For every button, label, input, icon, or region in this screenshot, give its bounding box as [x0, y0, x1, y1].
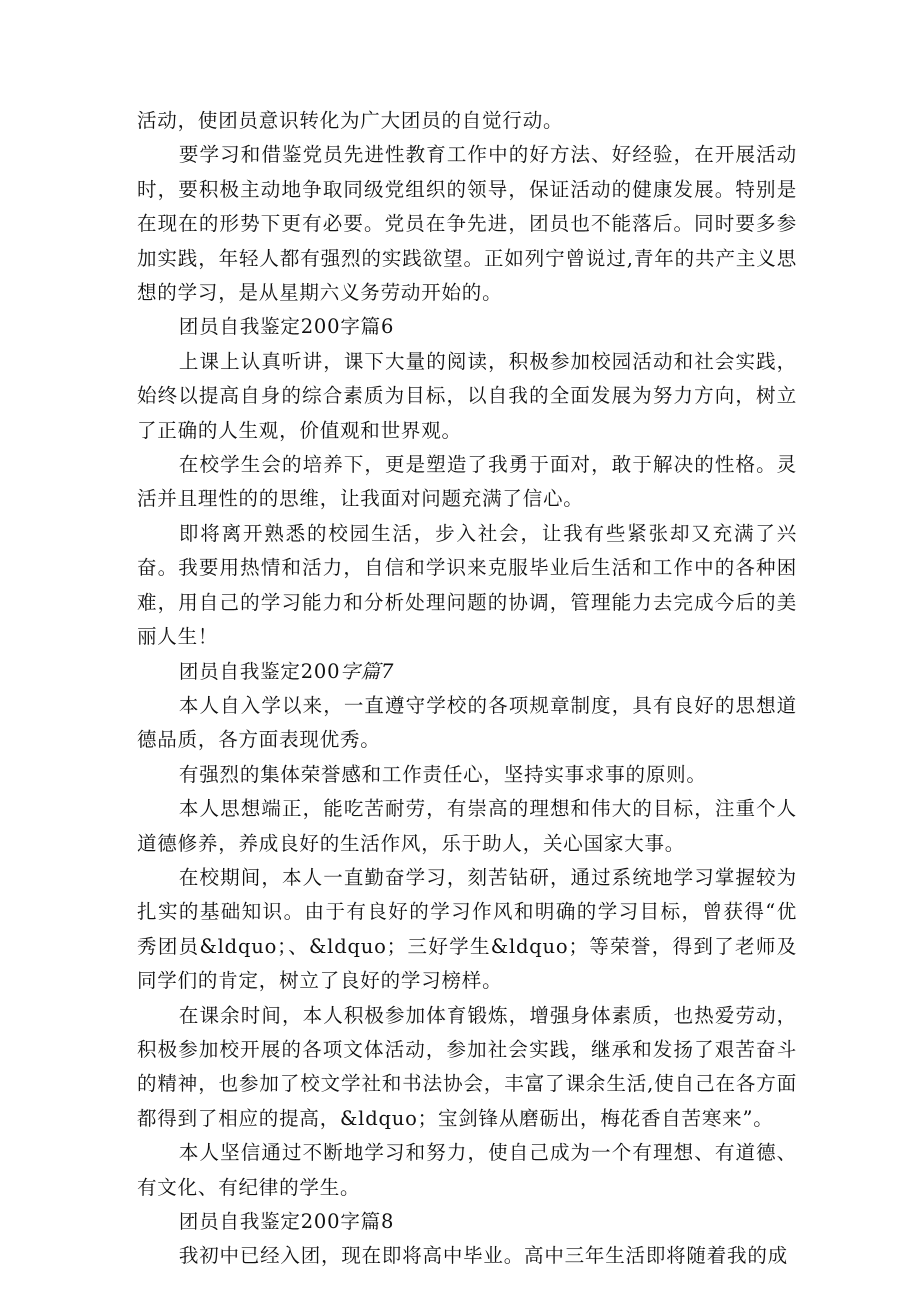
paragraph: 在校期间，本人一直勤奋学习，刻苦钻研，通过系统地学习掌握较为扎实的基础知识。由于有良好的学习作风和明确的学习目标，曾获得“优秀团员&ldquo；、&ldquo；三好学生&ldquo；等荣誉，得到了老师及同学们的肯定，树立了良好的学习榜样。: [137, 865, 797, 993]
paragraph: 有强烈的集体荣誉感和工作责任心，坚持实事求事的原则。: [178, 762, 707, 786]
paragraph: 在校学生会的培养下，更是塑造了我勇于面对，敢于解决的性格。灵活并且理性的的思维，让我面对问题充满了信心。: [137, 453, 797, 511]
paragraph: 本人自入学以来，一直遵守学校的各项规章制度，具有良好的思想道德品质，各方面表现优秀。: [137, 693, 797, 752]
paragraph: 本人思想端正，能吃苦耐劳，有崇高的理想和伟大的目标，注重个人道德修养，养成良好的生活作风，乐于助人，关心国家大事。: [137, 797, 797, 855]
section-heading-7: [137, 655, 797, 689]
paragraph: 要学习和借鉴党员先进性教育工作中的好方法、好经验，在开展活动时，要积极主动地争取同级党组织的领导，保证活动的健康发展。特别是在现在的形势下更有必要。党员在争先进，团员也不能落后。同时要多参加实践，年轻人都有强烈的实践欲望。正如列宁曾说过,青年的共产主义思想的学习，是从星期六义务劳动开始的。: [137, 143, 797, 305]
paragraph-continuation: 活动，使团员意识转化为广大团员的自觉行动。: [137, 109, 564, 132]
section-heading-6: 团员自我鉴定200字篇6: [178, 315, 395, 339]
document-body: [137, 104, 797, 1274]
section-heading-8: 团员自我鉴定200字篇8: [178, 1210, 395, 1233]
paragraph: 在课余时间，本人积极参加体育锻炼，增强身体素质，也热爱劳动，积极参加校开展的各项文体活动，参加社会实践，继承和发扬了艰苦奋斗的精神，也参加了校文学社和书法协会，丰富了课余生活,使自己在各方面都得到了相应的提高，&ldquo；宝剑锋从磨砺出，梅花香自苦寒来”。: [137, 1003, 797, 1130]
heading-text: 团员自我鉴定200: [178, 659, 341, 683]
heading-italic-text: 字篇7: [340, 659, 395, 683]
paragraph: 本人坚信通过不断地学习和努力，使自己成为一个有理想、有道德、有文化、有纪律的学生。: [137, 1141, 797, 1199]
paragraph: 上课上认真听讲，课下大量的阅读，积极参加校园活动和社会实践，始终以提高自身的综合素质为目标，以自我的全面发展为努力方向，树立了正确的人生观，价值观和世界观。: [137, 349, 797, 442]
paragraph: 即将离开熟悉的校园生活，步入社会，让我有些紧张却又充满了兴奋。我要用热情和活力，自信和学识来克服毕业后生活和工作中的各种困难，用自己的学习能力和分析处理问题的协调，管理能力去完成今后的美丽人生！: [137, 521, 797, 649]
paragraph: 我初中已经入团，现在即将高中毕业。高中三年生活即将随着我的成: [178, 1244, 788, 1268]
